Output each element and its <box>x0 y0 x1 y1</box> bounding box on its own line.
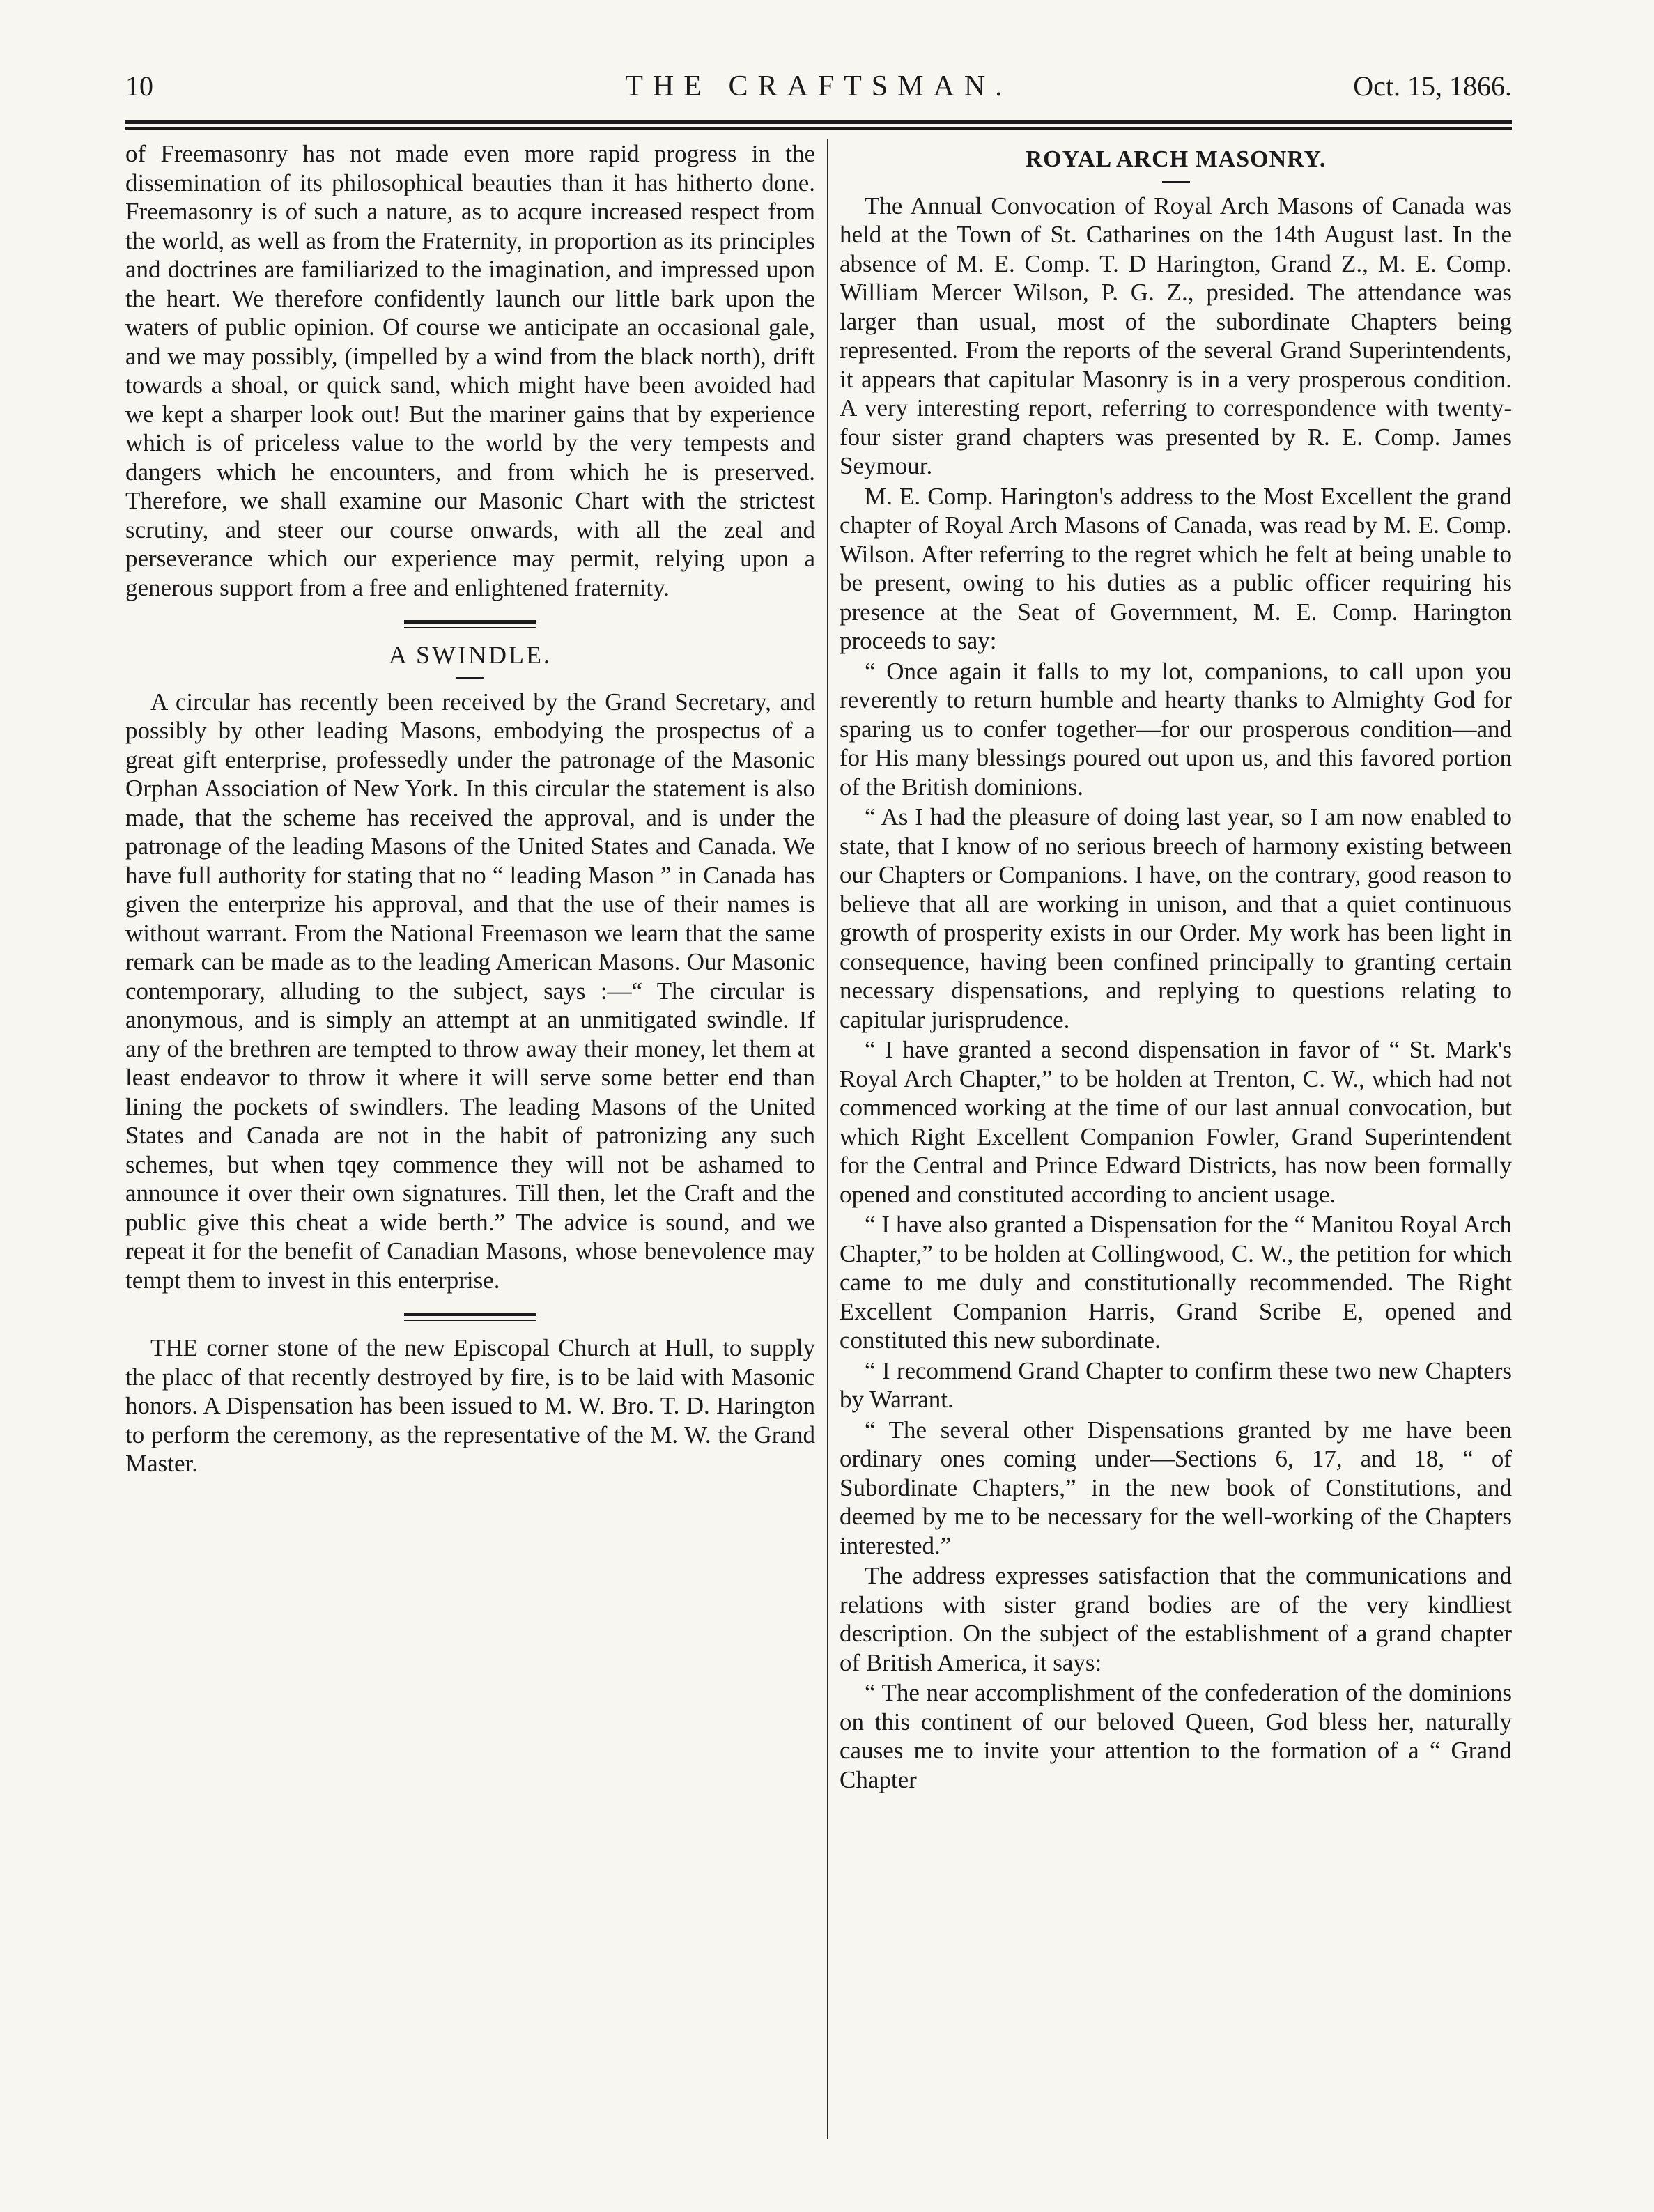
article-paragraph: The address expresses satisfaction that the communications and relations with sister grand bodies are of the very kindliest description. On the subject of the establishment of a grand chapter of British America, it says: <box>840 1562 1512 1676</box>
intro-paragraph: of Freemasonry has not made even more rapid progress in the dissemination of its philosophical beauties than it has hitherto done. Freemasonry is of such a nature, as to acqure increased respect from the world, as well as from the Fraternity, in proportion as its principles and doctrines are familiarized to the imagination, and impressed upon the heart. We therefore confidently launch our little bark upon the waters of public opinion. Of course we anticipate an occasional gale, and we may possibly, (impelled by a wind from the black north), drift towards a shoal, or quick sand, which might have been avoided had we kept a sharper look out! But the mariner gains that by experience which is of priceless value to the world by the very tempests and dangers which he encounters, and from which he is preserved. Therefore, we shall examine our Masonic Chart with the strictest scrutiny, and steer our course onwards, with all the zeal and perseverance which our experience may permit, relying upon a generous support from a free and enlightened fraternity. <box>125 140 815 601</box>
article-paragraph: The Annual Convocation of Royal Arch Masons of Canada was held at the Town of St. Catharines on the 14th August last. In the absence of M. E. Comp. T. D Harington, Grand Z., M. E. Comp. William Mercer Wilson, P. G. Z., presided. The attendance was larger than usual, most of the subordinate Chapters being represented. From the reports of the several Grand Superintendents, it appears that capitular Masonry is in a very prosperous condition. A very interesting report, referring to correspondence with twenty-four sister grand chapters was presented by R. E. Comp. James Seymour. <box>840 192 1512 479</box>
masthead-title: THE CRAFTSMAN. <box>625 70 1012 102</box>
section-separator <box>404 1313 536 1321</box>
page-number: 10 <box>125 70 153 102</box>
article-paragraph: “ Once again it falls to my lot, companions, to call upon you reverently to return humble and hearty thanks to Almighty God for sparing us to confer together—for our prosperous condition—and for His many blessings poured out upon us, and this favored portion of the British dominions. <box>840 657 1512 801</box>
royal-arch-title: ROYAL ARCH MASONRY. <box>1025 146 1327 172</box>
article-paragraph: “ I have granted a second dispensation in favor of “ St. Mark's Royal Arch Chapter,” to be holden at Trenton, C. W., which had not commenced working at the time of our last annual convocation, but which Right Excellent Companion Fowler, Grand Superintendent for the Central and Prince Edward Districts, has now been formally opened and constituted according to ancient usage. <box>840 1036 1512 1208</box>
header-rule <box>125 120 1512 130</box>
section-separator <box>404 620 536 628</box>
title-dash <box>456 677 484 679</box>
corner-stone-lead: THE <box>150 1334 199 1361</box>
left-column <box>125 139 815 1478</box>
corner-stone-text: corner stone of the new Episcopal Church at Hull, to supply the placc of that recently destroyed by fire, is to be laid with Masonic honors. A Dispensation has been issued to M. W. Bro. T. D. Harington to perform the ceremony, as the representative of the M. W. the Grand Master. <box>125 1334 815 1477</box>
right-column <box>840 139 1512 1794</box>
article-paragraph: “ As I had the pleasure of doing last year, so I am now enabled to state, that I know of no serious breech of harmony existing between our Chapters or Companions. I have, on the contrary, good reason to believe that all are working in unison, and that a quiet continuous growth of prosperity exists in our Order. My work has been light in consequence, having been confined principally to granting certain necessary dispensations, and replying to questions relating to capitular jurisprudence. <box>840 803 1512 1033</box>
page-header <box>125 70 1512 118</box>
corner-stone-paragraph <box>125 1333 815 1478</box>
title-dash <box>1162 181 1190 183</box>
article-paragraph: M. E. Comp. Harington's address to the Most Excellent the grand chapter of Royal Arch Masons of Canada, was read by M. E. Comp. Wilson. After referring to the regret which he felt at being unable to be present, owing to his duties as a public officer requiring his presence at the Seat of Government, M. E. Comp. Harington proceeds to say: <box>840 482 1512 654</box>
issue-date: Oct. 15, 1866. <box>1353 70 1512 102</box>
column-divider <box>827 139 828 2139</box>
article-paragraph: “ I have also granted a Dispensation for the “ Manitou Royal Arch Chapter,” to be holden at Collingwood, C. W., the petition for which came to me duly and constitutionally recommended. The Right Excellent Companion Harris, Grand Scribe E, opened and constituted this new subordinate. <box>840 1211 1512 1354</box>
article-paragraph: “ The near accomplishment of the confederation of the dominions on this continent of our beloved Queen, God bless her, naturally causes me to invite your attention to the formation of a “ Grand Chapter <box>840 1679 1512 1793</box>
article-paragraph: “ The several other Dispensations granted by me have been ordinary ones coming under—Sections 6, 17, and 18, “ of Subordinate Chapters,” in the new book of Constitutions, and deemed by me to be necessary for the well-working of the Chapters interested.” <box>840 1416 1512 1559</box>
article-paragraph: “ I recommend Grand Chapter to confirm these two new Chapters by Warrant. <box>840 1356 1512 1413</box>
swindle-paragraph: A circular has recently been received by the Grand Secretary, and possibly by other leading Masons, embodying the prospectus of a great gift enterprise, professedly under the patronage of the Masonic Orphan Association of New York. In this circular the statement is also made, that the scheme has received the approval, and is under the patronage of the leading Masons of the United States and Canada. We have full authority for stating that no “ leading Mason ” in Canada has given the enterprize his approval, and that the use of their names is without warrant. From the National Freemason we learn that the same remark can be made as to the leading American Masons. Our Masonic contemporary, alluding to the subject, says :—“ The circular is anonymous, and is simply an attempt at an unmitigated swindle. If any of the brethren are tempted to throw away their money, let them at least endeavor to throw it where it will serve some better end than lining the pockets of swindlers. The leading Masons of the United States and Canada are not in the habit of patronizing any such schemes, but when tqey commence they will not be ashamed to announce it over their own signatures. Till then, let the Craft and the public give this cheat a wide berth.” The advice is sound, and we repeat it for the benefit of Canadian Masons, whose benevolence may tempt them to invest in this enterprise. <box>125 688 815 1294</box>
swindle-title: A SWINDLE. <box>389 641 552 669</box>
